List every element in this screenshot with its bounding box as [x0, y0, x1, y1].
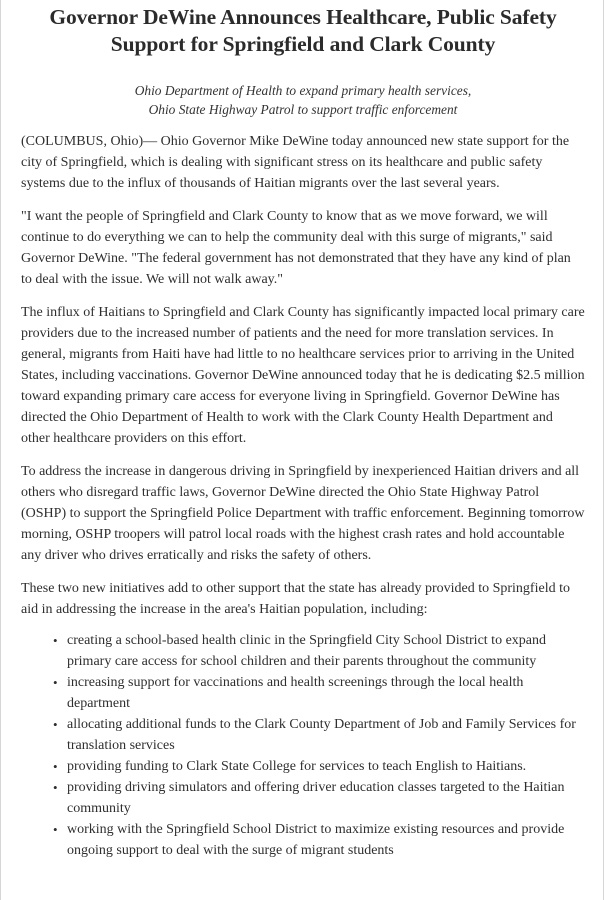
- list-item: [53, 777, 585, 819]
- list-item-text: creating a school-based health clinic in the Springfield City School District to expand primary care access for school children and their parents throughout the community: [67, 633, 546, 669]
- list-item-text: allocating additional funds to the Clark County Department of Job and Family Services for translation services: [67, 717, 576, 753]
- subtitle-line: Ohio State Highway Patrol to support traffic enforcement: [148, 102, 458, 117]
- bullet-icon: •: [53, 633, 58, 648]
- bullet-icon: •: [53, 822, 58, 837]
- bullet-icon: •: [53, 780, 58, 795]
- bullet-icon: •: [53, 675, 58, 690]
- list-item: [53, 819, 585, 861]
- list-item-text: providing funding to Clark State College for services to teach English to Haitians.: [67, 759, 527, 774]
- list-item-text: working with the Springfield School District to maximize existing resources and provide ongoing support to deal with the surge of migrant students: [67, 822, 565, 858]
- bullet-icon: •: [53, 717, 58, 732]
- list-item: [53, 756, 585, 777]
- list-item-text: providing driving simulators and offering driver education classes targeted to the Haitian community: [67, 780, 565, 816]
- intro-paragraph: (COLUMBUS, Ohio)— Ohio Governor Mike DeWine today announced new state support for the city of Springfield, which is dealing with significant stress on its healthcare and public safety systems due to the influx of thousands of Haitian migrants over the last several years.: [21, 134, 570, 191]
- subtitle-line: Ohio Department of Health to expand primary health services,: [134, 83, 472, 98]
- list-item: [53, 714, 585, 756]
- bullet-icon: •: [53, 759, 58, 774]
- initiatives-paragraph: These two new initiatives add to other support that the state has already provided to Springfield to aid in addressing the increase in the area's Haitian population, including:: [21, 581, 570, 617]
- healthcare-paragraph: The influx of Haitians to Springfield and Clark County has significantly impacted local primary care providers due to the increased number of patients and the need for more translation services. In general, migrants from Haiti have had little to no healthcare services prior to arriving in the United States, including vaccinations. Governor DeWine announced today that he is dedicating $2.5 million toward expanding primary care access for everyone living in Springfield. Governor DeWine has directed the Ohio Department of Health to work with the Clark County Health Department and other healthcare providers on this effort.: [21, 305, 585, 446]
- list-item-text: increasing support for vaccinations and health screenings through the local health department: [67, 675, 524, 711]
- page-title: Governor DeWine Announces Healthcare, Public Safety Support for Springfield and Clark County: [49, 5, 557, 56]
- list-item: [53, 630, 585, 672]
- list-item: [53, 672, 585, 714]
- traffic-paragraph: To address the increase in dangerous driving in Springfield by inexperienced Haitian drivers and all others who disregard traffic laws, Governor DeWine directed the Ohio State Highway Patrol (OSHP) to support the Springfield Police Department with traffic enforcement. Beginning tomorrow morning, OSHP troopers will patrol local roads with the highest crash rates and hold accountable any driver who drives erratically and risks the safety of others.: [21, 464, 585, 563]
- quote-paragraph: "I want the people of Springfield and Clark County to know that as we move forward, we will continue to do everything we can to help the community deal with this surge of migrants," said Governor DeWine. "The federal government has not demonstrated that they have any kind of plan to deal with the issue. We will not walk away.": [21, 209, 571, 287]
- support-list: [21, 630, 585, 861]
- subtitle: [21, 81, 585, 119]
- press-release: [1, 0, 603, 861]
